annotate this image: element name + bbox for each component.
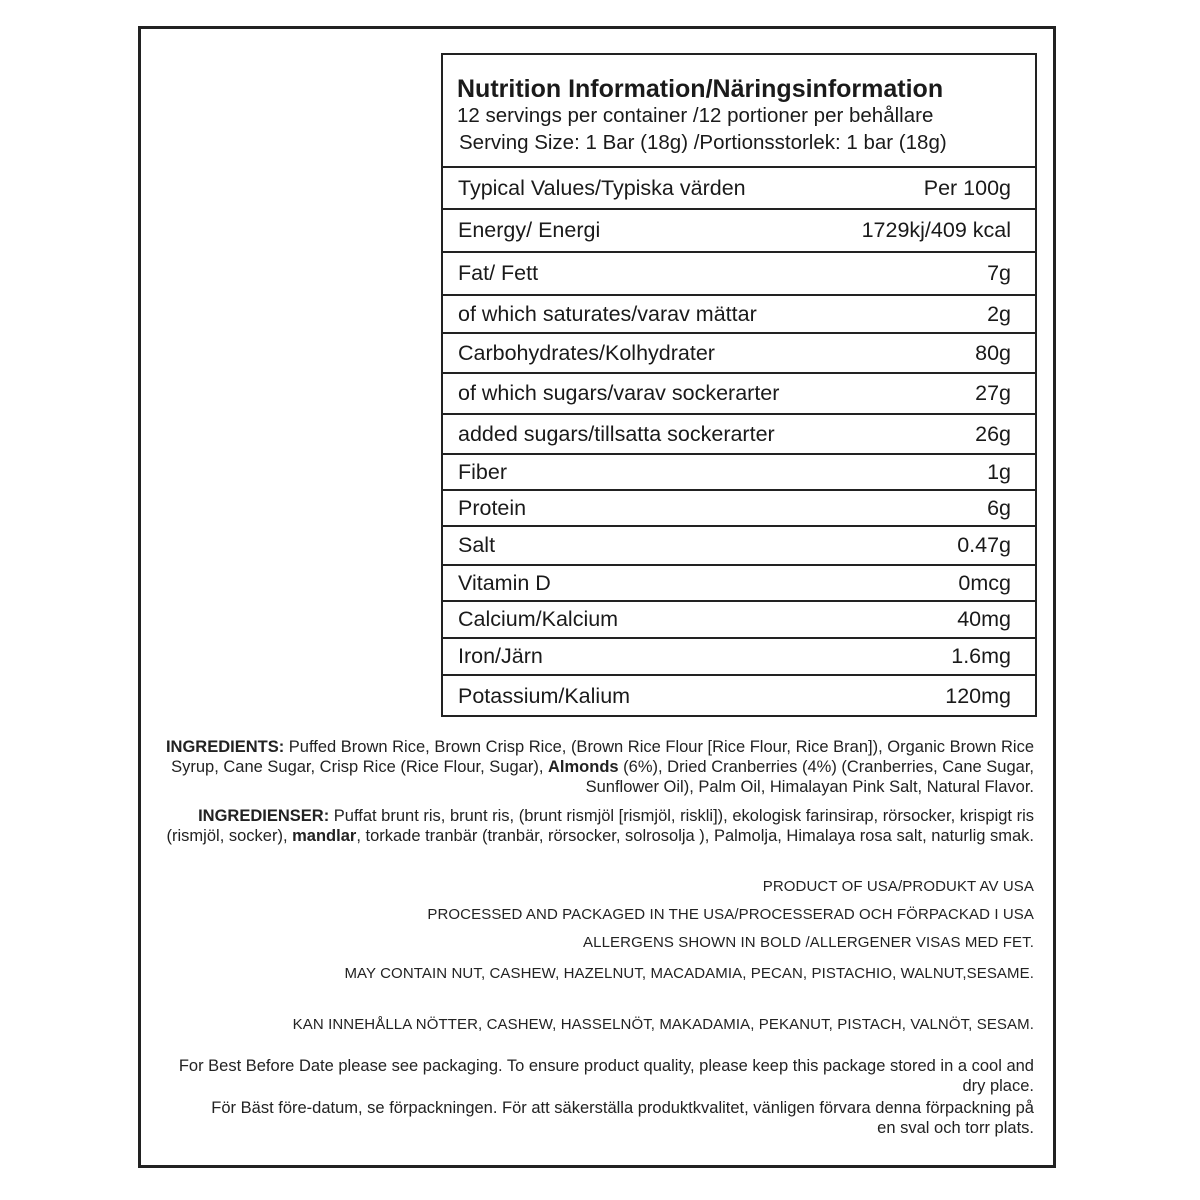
nutrition-row-potassium — [443, 676, 1035, 719]
ingredients-label: INGREDIENTS: — [165, 738, 285, 756]
nutrition-row-carbohydrates — [443, 334, 1035, 374]
nutrient-value: 0.47g — [957, 533, 1011, 557]
nutrient-value: 120mg — [945, 684, 1011, 708]
ingredienser-text-1: Puffat brunt ris, brunt ris, (brunt rismjöl [rismjöl, riskli]), ekologisk farinsirap, rörsocker, krispigt ris (rismjöl, socker), — [166, 807, 1034, 845]
nutrient-label: Energy/ Energi — [458, 218, 601, 242]
nutrient-value: 1g — [987, 460, 1011, 484]
nutrient-label: Potassium/Kalium — [458, 684, 631, 708]
ingredients-text-1: Puffed Brown Rice, Brown Crisp Rice, (Brown Rice Flour [Rice Flour, Rice Bran]), Organic Brown Rice Syrup, Cane Sugar, Crisp Rice (Rice Flour, Sugar), — [171, 738, 1034, 776]
servings-per-container: 12 servings per container /12 portioner per behållare — [457, 104, 934, 127]
nutrient-label: Calcium/Kalcium — [458, 607, 619, 631]
nutrition-header — [443, 55, 1035, 168]
nutrition-row-fiber — [443, 455, 1035, 491]
nutrient-label: Carbohydrates/Kolhydrater — [458, 341, 715, 365]
nutrition-rows — [443, 168, 1035, 715]
ingredienser-label: INGREDIENSER: — [198, 807, 330, 825]
nutrition-row-iron — [443, 639, 1035, 676]
nutrition-row-calcium — [443, 602, 1035, 639]
serving-size: Serving Size: 1 Bar (18g) /Portionsstorlek: 1 bar (18g) — [459, 131, 947, 154]
nutrition-row-energy — [443, 210, 1035, 253]
product-of-usa: PRODUCT OF USA/PRODUKT AV USA — [762, 878, 1034, 895]
nutrient-value: 40mg — [957, 607, 1011, 631]
nutrient-label: of which saturates/varav mättar — [458, 302, 757, 326]
best-before-english: For Best Before Date please see packaging. To ensure product quality, please keep this package stored in a cool and dry place. — [178, 1057, 1034, 1095]
ingredients-english — [158, 737, 1034, 797]
nutrient-label: Protein — [458, 496, 527, 520]
nutrient-value: 0mcg — [958, 571, 1011, 595]
ingredients-swedish — [158, 806, 1034, 846]
nutrient-label: Salt — [458, 533, 496, 557]
nutrient-label: of which sugars/varav sockerarter — [458, 381, 780, 405]
best-before-swedish: För Bäst före-datum, se förpackningen. För att säkerställa produktkvalitet, vänligen förvara denna förpackning på en sval och torr plats. — [211, 1099, 1034, 1137]
nutrition-row-salt — [443, 527, 1035, 566]
processed-in-usa: PROCESSED AND PACKAGED IN THE USA/PROCESSERAD OCH FÖRPACKAD I USA — [427, 906, 1034, 923]
nutrition-row-sugars — [443, 374, 1035, 415]
nutrient-value: 27g — [975, 381, 1011, 405]
nutrient-value: 7g — [987, 261, 1011, 285]
nutrient-value: 26g — [975, 422, 1011, 446]
nutrition-row-saturates — [443, 296, 1035, 334]
nutrient-label: added sugars/tillsatta sockerarter — [458, 422, 775, 446]
nutrient-value: 6g — [987, 496, 1011, 520]
nutrition-title: Nutrition Information/Näringsinformation — [457, 75, 944, 103]
nutrient-label: Vitamin D — [458, 571, 551, 595]
nutrition-row-protein — [443, 491, 1035, 527]
ingredienser-text-2: , torkade tranbär (tranbär, rörsocker, solrosolja ), Palmolja, Himalaya rosa salt, naturlig smak. — [356, 827, 1034, 845]
nutrient-value: Per 100g — [923, 176, 1011, 200]
nutrient-value: 2g — [987, 302, 1011, 326]
may-contain-warning: MAY CONTAIN NUT, CASHEW, HAZELNUT, MACADAMIA, PECAN, PISTACHIO, WALNUT,SESAME. — [344, 965, 1034, 982]
nutrient-label: Iron/Järn — [458, 644, 543, 668]
nutrient-value: 80g — [975, 341, 1011, 365]
nutrition-row-fat — [443, 253, 1035, 296]
ingredients-text-2: (6%), Dried Cranberries (4%) (Cranberries, Cane Sugar, Sunflower Oil), Palm Oil, Himalayan Pink Salt, Natural Flavor. — [585, 758, 1034, 796]
allergen-almonds: Almonds — [548, 758, 619, 776]
nutrient-label: Typical Values/Typiska värden — [458, 176, 746, 200]
nutrition-panel — [441, 53, 1037, 717]
allergen-mandlar: mandlar — [292, 827, 357, 845]
nutrient-value: 1.6mg — [951, 644, 1011, 668]
allergens-bold-note: ALLERGENS SHOWN IN BOLD /ALLERGENER VISAS MED FET. — [583, 934, 1034, 951]
nutrient-label: Fiber — [458, 460, 507, 484]
kan-innehalla-warning: KAN INNEHÅLLA NÖTTER, CASHEW, HASSELNÖT, MAKADAMIA, PEKANUT, PISTACH, VALNÖT, SESAM. — [292, 1016, 1034, 1033]
nutrient-value: 1729kj/409 kcal — [861, 218, 1011, 242]
nutrient-label: Fat/ Fett — [458, 261, 539, 285]
nutrition-row-added-sugars — [443, 415, 1035, 455]
nutrition-row-vitamin-d — [443, 566, 1035, 602]
nutrition-row-typical-values — [443, 168, 1035, 210]
